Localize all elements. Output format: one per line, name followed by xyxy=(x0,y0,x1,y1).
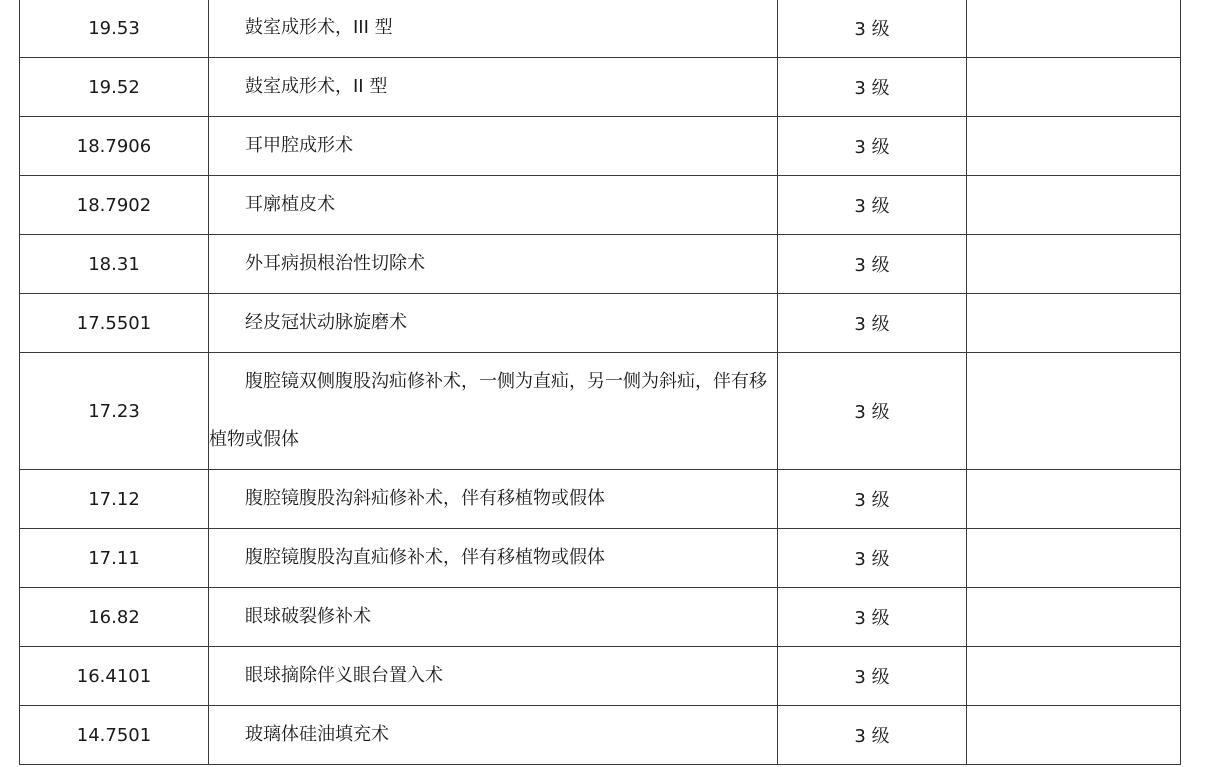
procedure-note xyxy=(967,353,1181,470)
table-row xyxy=(20,470,1181,529)
procedure-level: 3 级 xyxy=(778,470,967,529)
procedure-name-cell xyxy=(209,117,778,176)
procedure-name-cell xyxy=(209,235,778,294)
procedure-code: 17.11 xyxy=(20,529,209,588)
table-row xyxy=(20,58,1181,117)
procedure-code: 16.4101 xyxy=(20,647,209,706)
procedure-name-cell xyxy=(209,294,778,353)
procedure-note xyxy=(967,58,1181,117)
procedure-name-cell xyxy=(209,176,778,235)
procedure-level: 3 级 xyxy=(778,647,967,706)
procedure-name-cell xyxy=(209,706,778,765)
procedure-note xyxy=(967,529,1181,588)
procedure-code: 18.31 xyxy=(20,235,209,294)
procedure-code: 18.7902 xyxy=(20,176,209,235)
procedure-code: 16.82 xyxy=(20,588,209,647)
procedure-table xyxy=(19,0,1181,765)
procedure-name: 鼓室成形术，II 型 xyxy=(245,76,388,97)
procedure-code: 14.7501 xyxy=(20,706,209,765)
procedure-level: 3 级 xyxy=(778,353,967,470)
procedure-name: 经皮冠状动脉旋磨术 xyxy=(245,312,407,333)
procedure-name-cell xyxy=(209,0,778,58)
procedure-note xyxy=(967,588,1181,647)
procedure-level: 3 级 xyxy=(778,0,967,58)
procedure-name: 耳甲腔成形术 xyxy=(245,135,353,156)
procedure-name: 腹腔镜腹股沟直疝修补术，伴有移植物或假体 xyxy=(245,547,605,568)
procedure-level: 3 级 xyxy=(778,294,967,353)
procedure-note xyxy=(967,117,1181,176)
procedure-name-cell xyxy=(209,353,778,470)
procedure-name: 眼球破裂修补术 xyxy=(245,606,371,627)
table-row xyxy=(20,235,1181,294)
procedure-code: 19.53 xyxy=(20,0,209,58)
table-row xyxy=(20,294,1181,353)
procedure-name: 眼球摘除伴义眼台置入术 xyxy=(245,665,443,686)
procedure-code: 18.7906 xyxy=(20,117,209,176)
procedure-name-cell xyxy=(209,529,778,588)
procedure-name: 外耳病损根治性切除术 xyxy=(245,253,425,274)
procedure-name-cell xyxy=(209,58,778,117)
table-row xyxy=(20,529,1181,588)
procedure-level: 3 级 xyxy=(778,706,967,765)
procedure-note xyxy=(967,235,1181,294)
procedure-name: 腹腔镜腹股沟斜疝修补术，伴有移植物或假体 xyxy=(245,488,605,509)
procedure-code: 17.5501 xyxy=(20,294,209,353)
procedure-name-cell xyxy=(209,470,778,529)
procedure-level: 3 级 xyxy=(778,588,967,647)
procedure-name: 腹腔镜双侧腹股沟疝修补术，一侧为直疝，另一侧为斜疝，伴有移植物或假体 xyxy=(209,371,767,450)
procedure-note xyxy=(967,176,1181,235)
table-row xyxy=(20,117,1181,176)
table-row xyxy=(20,0,1181,58)
procedure-name: 鼓室成形术，III 型 xyxy=(245,17,393,38)
table-row xyxy=(20,353,1181,470)
procedure-name-cell xyxy=(209,588,778,647)
procedure-code: 17.23 xyxy=(20,353,209,470)
procedure-level: 3 级 xyxy=(778,58,967,117)
procedure-note xyxy=(967,0,1181,58)
procedure-note xyxy=(967,294,1181,353)
table-row xyxy=(20,588,1181,647)
procedure-code: 19.52 xyxy=(20,58,209,117)
procedure-note xyxy=(967,647,1181,706)
procedure-name-cell xyxy=(209,647,778,706)
procedure-level: 3 级 xyxy=(778,529,967,588)
table-row xyxy=(20,647,1181,706)
procedure-code: 17.12 xyxy=(20,470,209,529)
procedure-level: 3 级 xyxy=(778,235,967,294)
procedure-note xyxy=(967,470,1181,529)
table-row xyxy=(20,176,1181,235)
procedure-note xyxy=(967,706,1181,765)
table-row xyxy=(20,706,1181,765)
procedure-level: 3 级 xyxy=(778,117,967,176)
procedure-name: 玻璃体硅油填充术 xyxy=(245,724,389,745)
procedure-name: 耳廓植皮术 xyxy=(245,194,335,215)
procedure-level: 3 级 xyxy=(778,176,967,235)
